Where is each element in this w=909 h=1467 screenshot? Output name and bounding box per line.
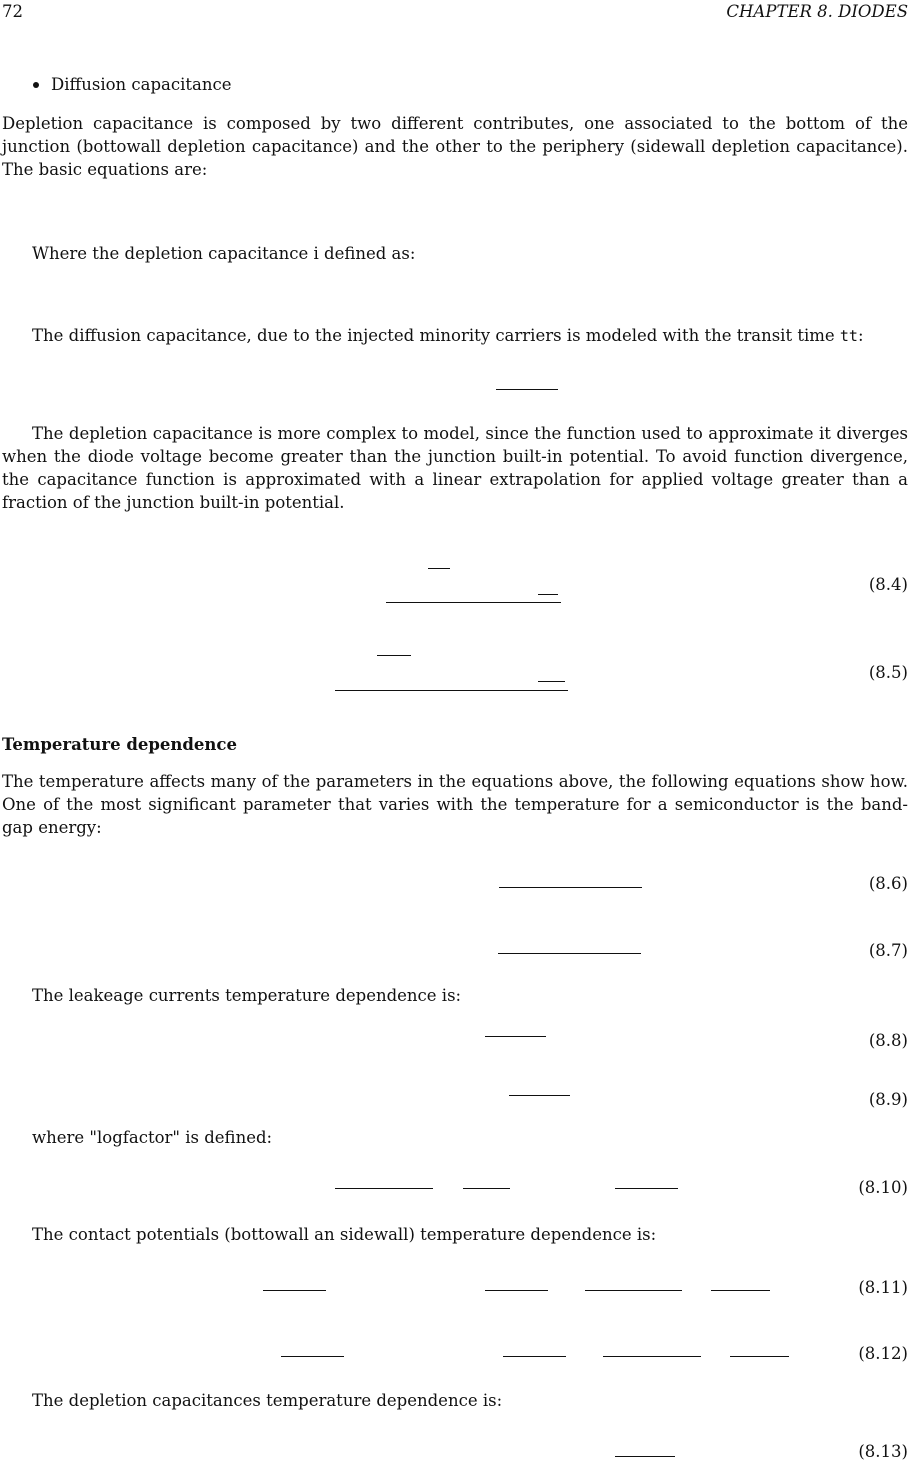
equation-number-8-10: (8.10) bbox=[858, 1178, 908, 1197]
equation-number-8-7: (8.7) bbox=[868, 941, 908, 960]
fraction-bar bbox=[615, 1188, 678, 1189]
fraction-bar bbox=[499, 887, 642, 888]
fraction-bar bbox=[538, 681, 565, 682]
fraction-bar bbox=[428, 568, 450, 569]
fraction-bar bbox=[335, 690, 568, 691]
paragraph-diffusion-text: The diffusion capacitance, due to the injected minority carriers is modeled with the transit time bbox=[32, 326, 840, 345]
equation-number-8-8: (8.8) bbox=[868, 1031, 908, 1050]
paragraph-contact-potentials: The contact potentials (bottowall an sidewall) temperature dependence is: bbox=[32, 1225, 657, 1244]
paragraph-leakage-currents: The leakeage currents temperature dependence is: bbox=[32, 986, 462, 1005]
fraction-bar bbox=[538, 594, 558, 595]
paragraph-depletion-definition: Where the depletion capacitance i defined as: bbox=[32, 244, 416, 263]
paragraph-diffusion-end: : bbox=[857, 326, 864, 345]
fraction-bar bbox=[603, 1356, 701, 1357]
page-number: 72 bbox=[2, 2, 23, 21]
fraction-bar bbox=[585, 1290, 682, 1291]
transit-time-code: tt bbox=[839, 327, 858, 345]
fraction-bar bbox=[281, 1356, 344, 1357]
paragraph-depletion-model: The depletion capacitance is more complex to model, since the function used to approximate it diverges when the diode voltage become greater than the junction built-in potential. To avoid function divergence, the capacitance function is approximated with a linear extrapolation for applied voltage greater than a fraction of the junction built-in potential. bbox=[2, 424, 908, 512]
fraction-bar bbox=[503, 1356, 566, 1357]
fraction-bar bbox=[498, 953, 641, 954]
fraction-bar bbox=[509, 1095, 570, 1096]
fraction-bar bbox=[386, 602, 561, 603]
equation-number-8-4: (8.4) bbox=[868, 575, 908, 594]
fraction-bar bbox=[463, 1188, 510, 1189]
equation-number-8-9: (8.9) bbox=[868, 1090, 908, 1109]
fraction-bar bbox=[377, 655, 411, 656]
paragraph-depletion-intro: Depletion capacitance is composed by two different contributes, one associated to the bottom of the junction (bottowall depletion capacitance) and the other to the periphery (sidewall depletion capacitance). The basic equations are: bbox=[2, 114, 908, 179]
fraction-bar bbox=[496, 389, 558, 390]
fraction-bar bbox=[263, 1290, 326, 1291]
fraction-bar bbox=[730, 1356, 789, 1357]
paragraph-diffusion-capacitance bbox=[32, 324, 864, 348]
paragraph-logfactor: where "logfactor" is defined: bbox=[32, 1128, 273, 1147]
bullet-item-text: Diffusion capacitance bbox=[51, 75, 232, 94]
equation-number-8-11: (8.11) bbox=[858, 1278, 908, 1297]
fraction-bar bbox=[485, 1036, 546, 1037]
equation-number-8-6: (8.6) bbox=[868, 874, 908, 893]
equation-number-8-5: (8.5) bbox=[868, 663, 908, 682]
fraction-bar bbox=[485, 1290, 548, 1291]
equation-number-8-13: (8.13) bbox=[858, 1442, 908, 1461]
paragraph-temperature-intro: The temperature affects many of the parameters in the equations above, the following equations show how. One of the most significant parameter that varies with the temperature for a semiconductor is the band-gap energy: bbox=[2, 772, 908, 837]
fraction-bar bbox=[615, 1456, 675, 1457]
bullet-icon bbox=[33, 82, 39, 88]
paragraph-depletion-temperature: The depletion capacitances temperature dependence is: bbox=[32, 1391, 503, 1410]
equation-number-8-12: (8.12) bbox=[858, 1344, 908, 1363]
fraction-bar bbox=[711, 1290, 770, 1291]
chapter-header: CHAPTER 8. DIODES bbox=[726, 2, 908, 21]
fraction-bar bbox=[335, 1188, 433, 1189]
section-title: Temperature dependence bbox=[2, 735, 237, 754]
